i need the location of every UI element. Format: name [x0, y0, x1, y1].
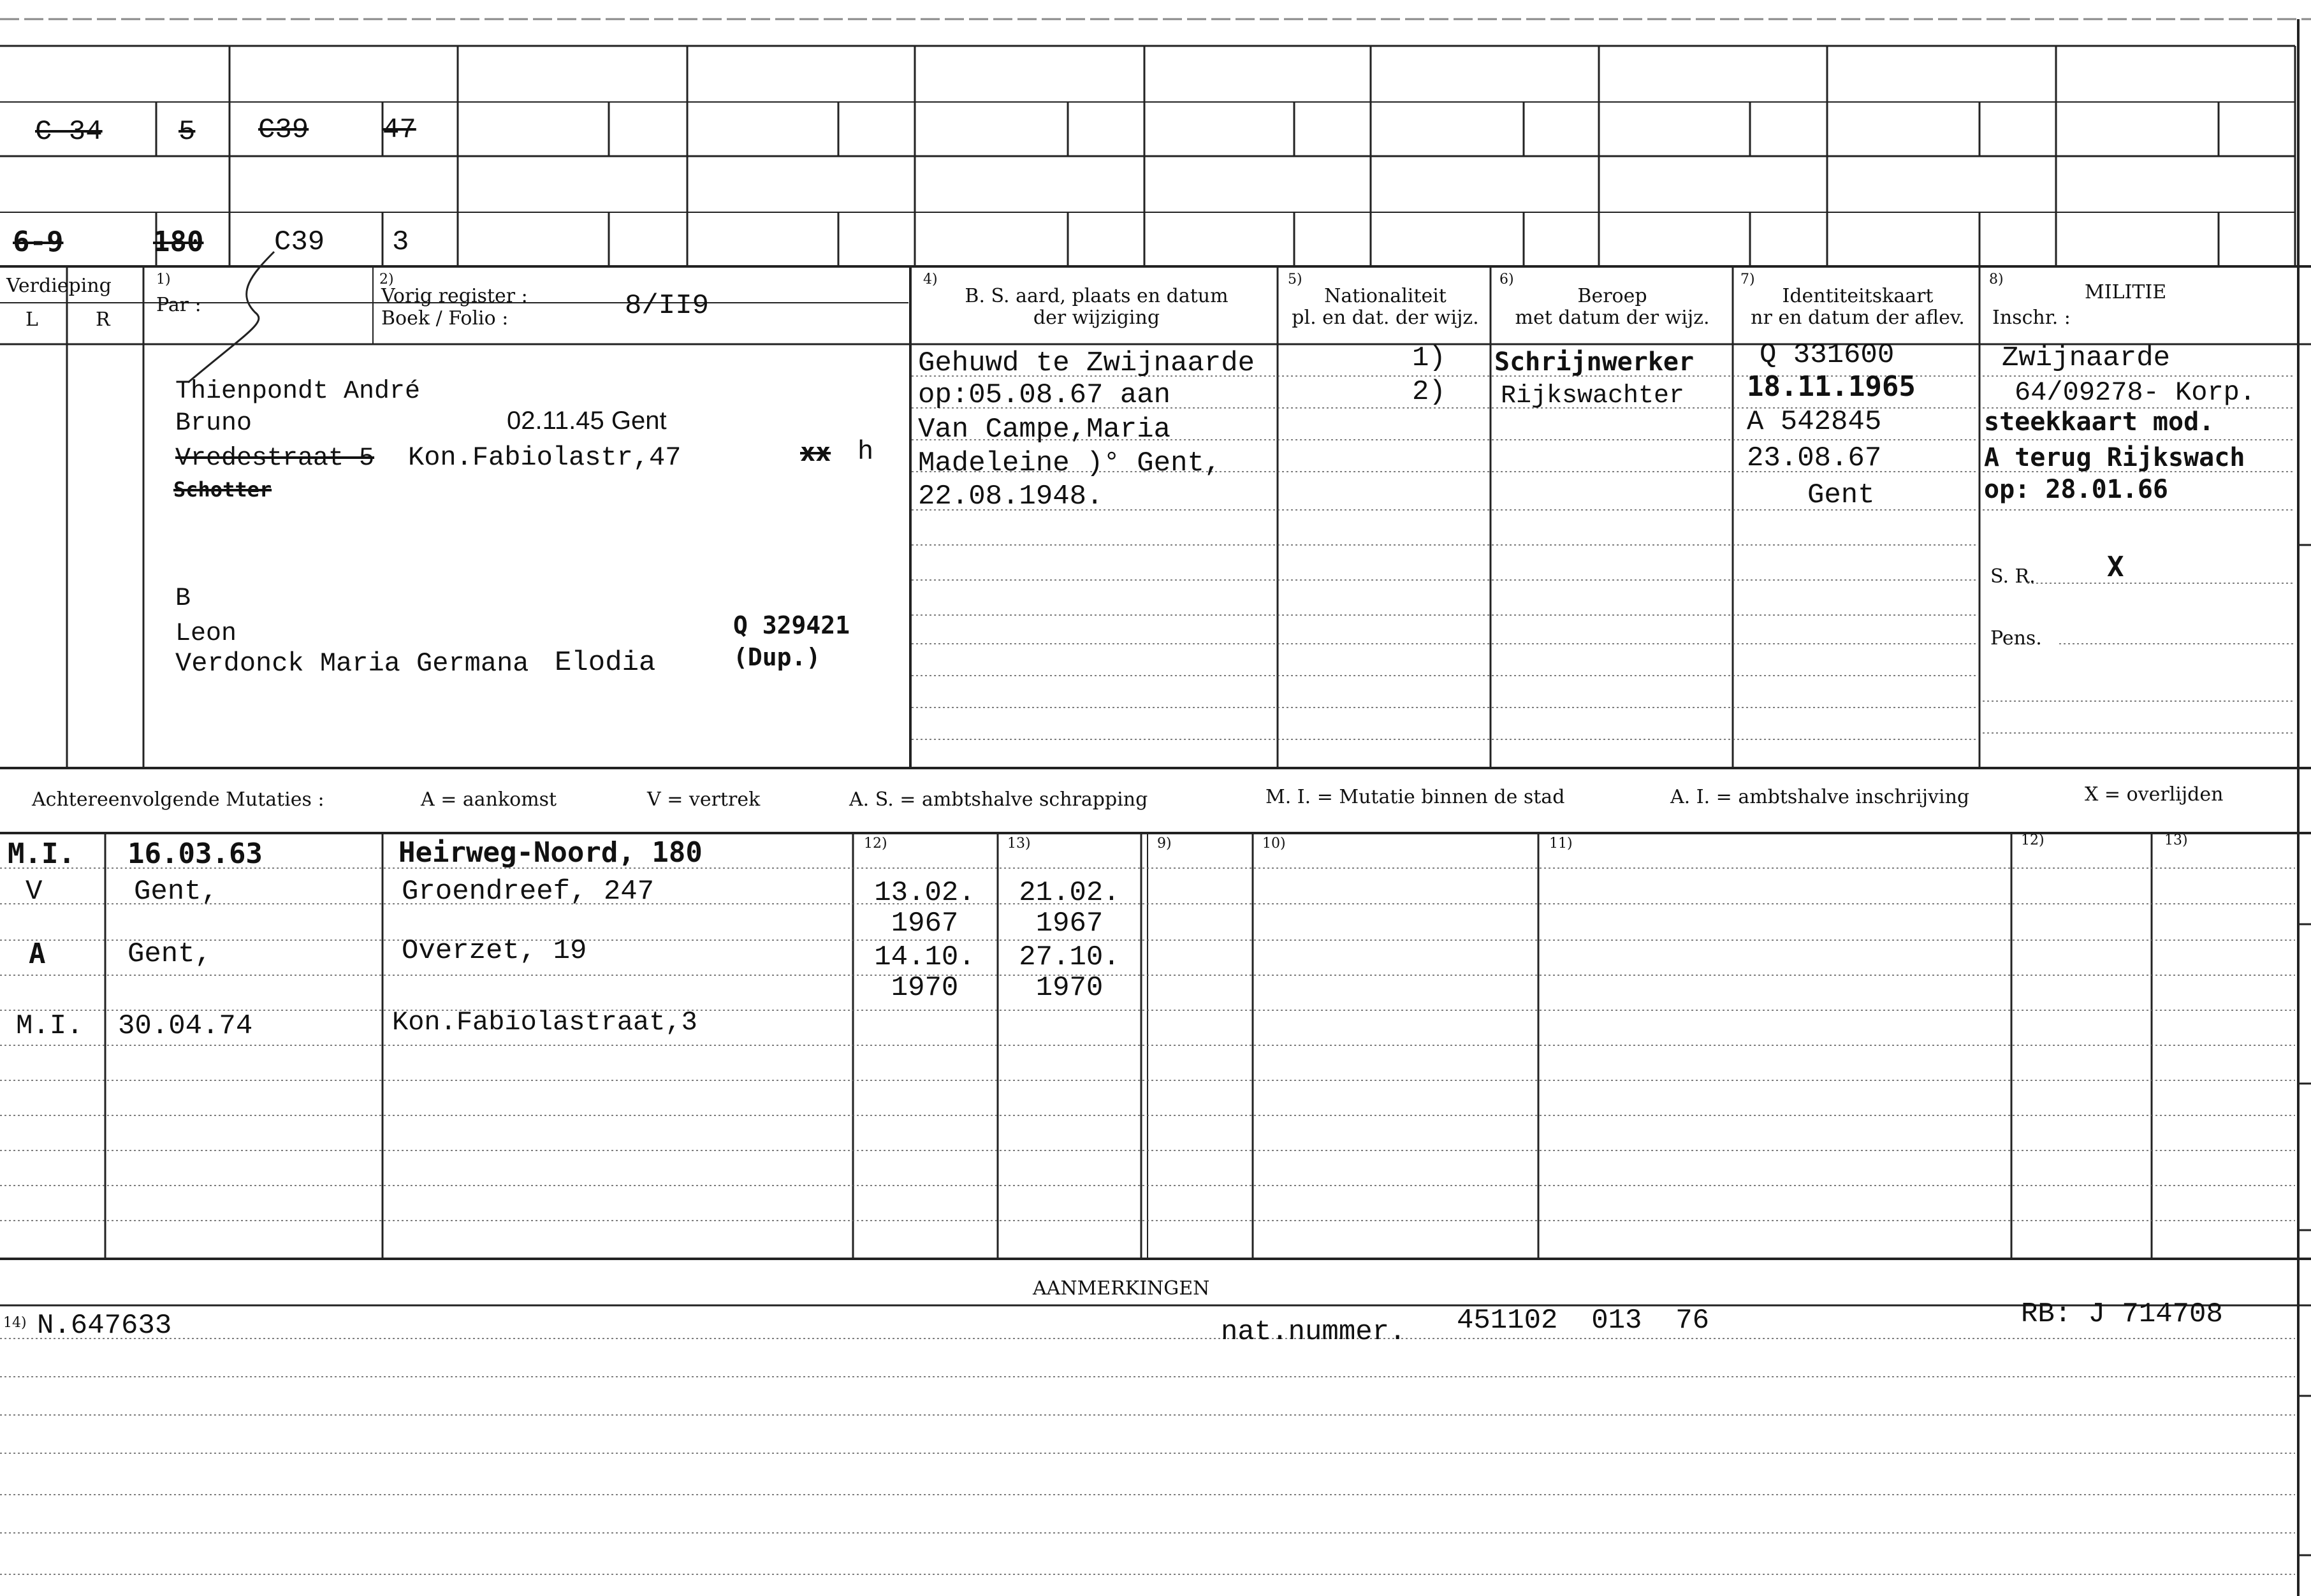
num-1: 1)	[156, 272, 171, 287]
mut-row-2-address: Groendreef, 247	[402, 876, 655, 908]
person-name: Thienpondt André	[175, 377, 421, 406]
verdieping-label: Verdieping	[6, 275, 112, 297]
military-line-2: 64/09278- Korp.	[2015, 377, 2256, 408]
person-marker: h	[857, 437, 874, 467]
id-line-4: 23.08.67	[1747, 442, 1882, 474]
mut-row-3-type: A	[29, 938, 46, 970]
person-first-name: Bruno	[175, 409, 252, 438]
grid-r2-c3: C39	[274, 226, 325, 258]
id-line-5: Gent	[1807, 479, 1875, 511]
mut-col-10: 10)	[1262, 836, 1286, 852]
civil-line-5: 22.08.1948.	[918, 481, 1104, 512]
grid-r1-c4: 47	[383, 114, 416, 146]
grid-r2-c1: 6-9	[13, 226, 64, 258]
beroep-sub-label: met datum der wijz.	[1515, 307, 1710, 329]
mut-col-13: 13)	[1007, 836, 1031, 852]
remarks-title: AANMERKINGEN	[1033, 1277, 1210, 1300]
civil-line-4: Madeleine )° Gent,	[918, 447, 1221, 479]
rb-number: RB: J 714708	[2021, 1298, 2223, 1330]
military-line-4: A terug Rijkswach	[1984, 443, 2245, 472]
pens-label: Pens.	[1990, 627, 2042, 649]
num-4: 4)	[923, 272, 938, 287]
person-mother: Verdonck Maria Germana	[175, 648, 529, 679]
legend-item-as: A. S. = ambtshalve schrapping	[849, 788, 1148, 811]
nationaliteit-sub-label: pl. en dat. der wijz.	[1292, 307, 1479, 329]
num-5: 5)	[1288, 272, 1302, 287]
grid-r1-c2: 5	[179, 116, 196, 148]
identiteitskaart-label: Identiteitskaart	[1782, 285, 1934, 307]
bs-label-2: der wijziging	[1033, 307, 1160, 329]
military-line-5: op: 28.01.66	[1984, 475, 2168, 504]
mut-row-4-type: M.I.	[16, 1010, 84, 1042]
person-address: Kon.Fabiolastr,47	[408, 442, 682, 473]
mut-row-2-d1: 13.02. 1967	[874, 877, 975, 940]
mut-col-12: 12)	[864, 836, 887, 852]
par-label: Par :	[156, 294, 201, 316]
occupation-line-1: Schrijnwerker	[1494, 347, 1695, 377]
grid-r1-c1: C 34	[35, 116, 103, 148]
register-value: 8/II9	[625, 290, 710, 322]
mut-row-4-address: Kon.Fabiolastraat,3	[392, 1007, 697, 1038]
military-line-1: Zwijnaarde	[2002, 342, 2171, 374]
grid-r2-c4: 3	[392, 226, 409, 258]
person-dup: (Dup.)	[733, 643, 821, 671]
grid-r1-c3: C39	[258, 114, 309, 146]
legend-item-a: A = aankomst	[421, 788, 557, 811]
person-id-code: Q 329421	[733, 611, 850, 639]
vorig-register-label: Vorig register :	[381, 285, 528, 307]
nationaliteit-label: Nationaliteit	[1324, 285, 1447, 307]
mut-row-3-d1: 14.10. 1970	[874, 941, 975, 1005]
mut-row-2-type: V	[26, 876, 43, 908]
num-14: 14)	[3, 1315, 27, 1331]
civil-line-3: Van Campe,Maria	[918, 414, 1171, 446]
legend-item-x: X = overlijden	[2085, 783, 2224, 806]
id-line-2: 18.11.1965	[1747, 370, 1916, 403]
militie-label: MILITIE	[2085, 281, 2167, 303]
num-2: 2)	[379, 272, 394, 287]
mut-row-3-date: Gent,	[128, 938, 212, 970]
mut-row-3-d2: 27.10. 1970	[1019, 941, 1120, 1005]
person-crossed-word: Schotter	[173, 477, 272, 502]
person-b-letter: B	[175, 584, 191, 613]
legend-item-mi: M. I. = Mutatie binnen de stad	[1265, 786, 1565, 808]
nat-nummer-value: 451102 013 76	[1457, 1305, 1710, 1337]
legend-item-v: V = vertrek	[647, 788, 761, 811]
mut-row-2-d2: 21.02. 1967	[1019, 877, 1120, 940]
person-father: Leon	[175, 620, 237, 648]
num-7: 7)	[1740, 272, 1755, 287]
nationality-line-1: 1)	[1412, 342, 1446, 374]
civil-line-2: op:05.08.67 aan	[918, 379, 1171, 411]
nat-nummer-label: nat.nummer.	[1221, 1316, 1406, 1348]
person-old-address: Vredestraat 5	[175, 444, 375, 473]
mut-col-9: 9)	[1157, 836, 1172, 852]
beroep-label: Beroep	[1577, 285, 1647, 307]
legend-item-ai: A. I. = ambtshalve inschrijving	[1670, 786, 1970, 808]
mut-row-1-type: M.I.	[8, 838, 75, 870]
nationality-line-2: 2)	[1412, 376, 1446, 408]
bs-label-1: B. S. aard, plaats en datum	[965, 285, 1228, 307]
num-6: 6)	[1499, 272, 1514, 287]
l-label: L	[26, 308, 38, 331]
id-line-3: A 542845	[1747, 406, 1882, 438]
mut-row-1-date: 16.03.63	[128, 838, 263, 870]
military-line-3: steekkaart mod.	[1984, 407, 2215, 437]
boek-folio-label: Boek / Folio :	[381, 307, 509, 330]
person-crossed-mark: xx	[800, 438, 831, 467]
grid-r2-c2: 180	[153, 226, 204, 258]
legend-title: Achtereenvolgende Mutaties :	[32, 788, 324, 811]
mut-row-4-date: 30.04.74	[118, 1010, 253, 1042]
mut-row-1-address: Heirweg-Noord, 180	[398, 836, 703, 869]
remarks-n-number: N.647633	[37, 1310, 172, 1342]
mut-col-11: 11)	[1549, 836, 1573, 852]
mut-col-13b: 13)	[2164, 832, 2188, 848]
civil-line-1: Gehuwd te Zwijnaarde	[918, 347, 1255, 379]
inschr-label: Inschr. :	[1992, 307, 2071, 329]
occupation-line-2: Rijkswachter	[1501, 382, 1685, 410]
mut-col-12b: 12)	[2021, 832, 2045, 848]
num-8: 8)	[1989, 272, 2004, 287]
r-label: R	[96, 308, 110, 331]
id-line-1: Q 331600	[1760, 339, 1895, 371]
sr-value: X	[2107, 551, 2124, 583]
person-mother-extra: Elodia	[555, 647, 656, 679]
mut-row-3-address: Overzet, 19	[402, 935, 587, 967]
mut-row-2-date: Gent,	[134, 876, 219, 908]
person-birth: 02.11.45 Gent	[507, 407, 667, 435]
sr-label: S. R.	[1990, 565, 2036, 588]
identiteitskaart-sub-label: nr en datum der aflev.	[1751, 307, 1965, 329]
